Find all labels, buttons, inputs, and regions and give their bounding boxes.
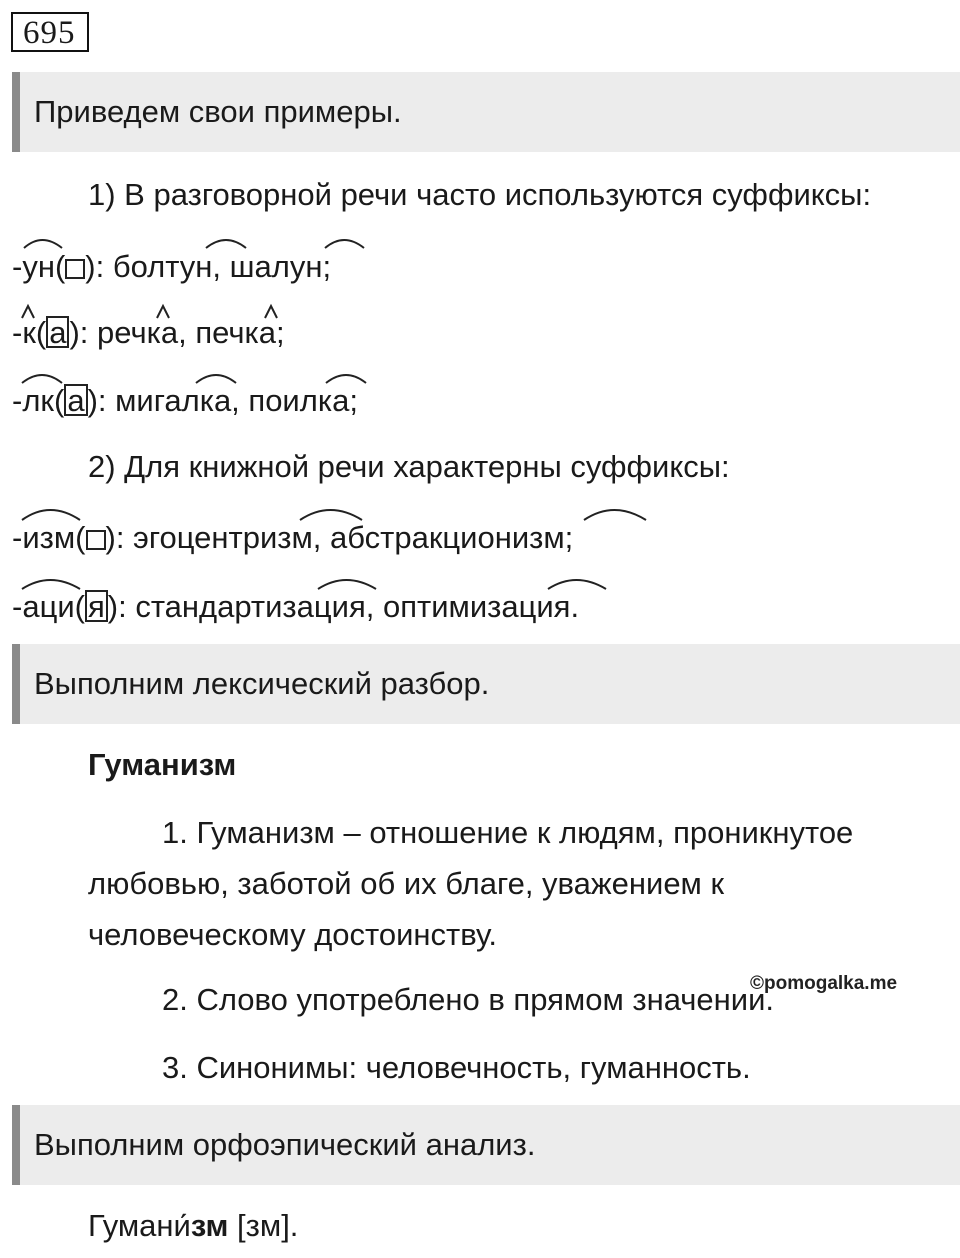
section-banner-lexical: Выполним лексический разбор. (12, 644, 960, 724)
suffix-arcs-row5 (0, 567, 620, 597)
suffix-label: -аци( (12, 589, 85, 624)
boxed-ending-letter: я (85, 590, 108, 622)
example-words: ): речка, печка; (69, 315, 285, 350)
suffix-label: -лк( (12, 383, 65, 418)
examples-intro-2: 2) Для книжной речи характерны суффиксы: (88, 449, 730, 484)
boxed-ending-letter: а (64, 384, 87, 416)
lexical-item-3: 3. Синонимы: человечность, гуманность. (162, 1050, 751, 1085)
boxed-ending-letter: а (46, 316, 69, 348)
suffix-arcs-row2 (0, 298, 320, 328)
lexical-item-2: 2. Слово употреблено в прямом значении. (162, 982, 775, 1017)
examples-intro-1: 1) В разговорной речи часто используются суффиксы: (88, 177, 872, 212)
null-ending-square (65, 259, 85, 279)
suffix-label: -изм( (12, 520, 86, 555)
lexical-item-1-line-3: человеческому достоинству. (88, 917, 498, 952)
example-words: ): болтун, шалун; (85, 249, 332, 284)
section-banner-examples: Приведем свои примеры. (12, 72, 960, 152)
analyzed-word: Гуманизм (88, 747, 237, 782)
exercise-number: 695 (11, 12, 89, 52)
example-words: ): мигалка, поилка; (87, 383, 358, 418)
lexical-item-1-line-2: любовью, заботой об их благе, уважением к (88, 866, 725, 901)
orthoepic-transcription: [зм]. (228, 1208, 299, 1243)
example-words: ): эгоцентризм, абстракционизм; (105, 520, 574, 555)
suffix-label: -к( (12, 315, 47, 350)
section-banner-orthoepic: Выполним орфоэпический анализ. (12, 1105, 960, 1185)
suffix-arcs-row3 (0, 363, 400, 393)
null-ending-square (86, 530, 106, 550)
example-words: ): стандартизация, оптимизация. (107, 589, 580, 624)
lexical-item-1-line-1: 1. Гуманизм – отношение к людям, проникнутое (162, 815, 854, 850)
suffix-arcs-row4 (0, 498, 660, 528)
orthoepic-word-start: Гумани́ (88, 1208, 191, 1243)
orthoepic-highlight: зм (190, 1208, 229, 1243)
suffix-arcs-row1 (0, 228, 380, 258)
watermark: ©pomogalka.me (750, 973, 898, 994)
suffix-label: -ун( (12, 249, 66, 284)
orthoepic-result (88, 1206, 298, 1246)
